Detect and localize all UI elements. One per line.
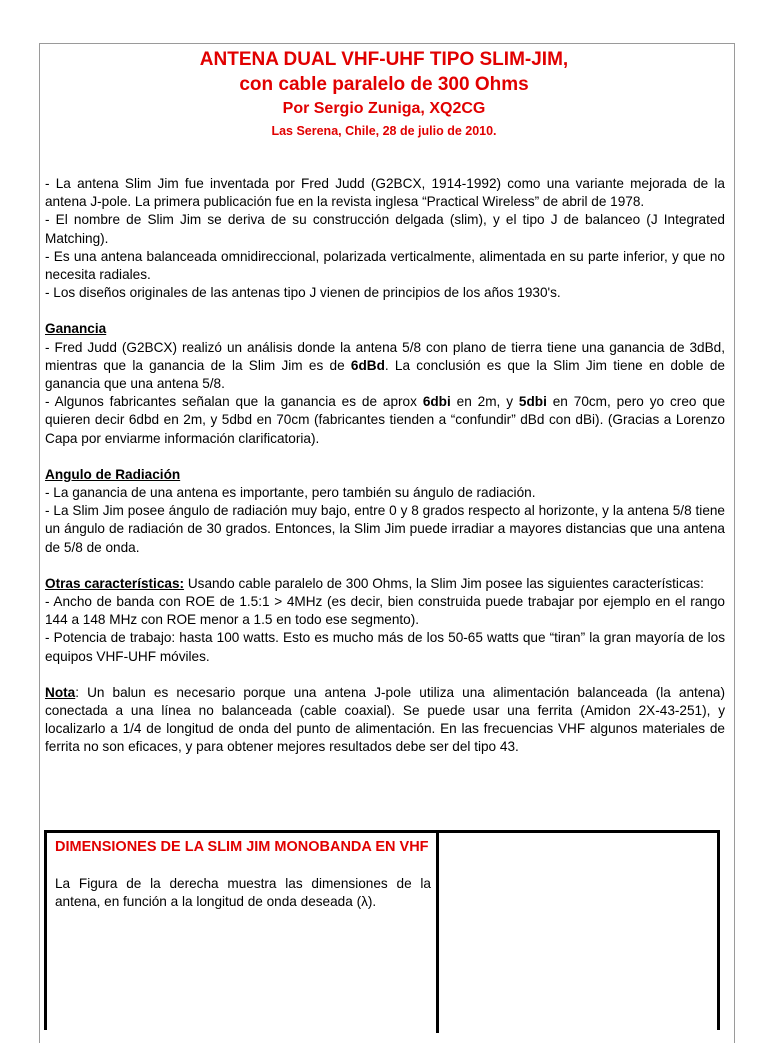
document-author: Por Sergio Zuniga, XQ2CG <box>282 100 486 117</box>
ganancia-paragraph-1: - Fred Judd (G2BCX) realizó un análisis donde la antena 5/8 con plano de tierra tiene una ganancia de 3dBd, mientras que la ganancia de la Slim Jim es de 6dBd. La conclusión es que la Slim Jim tiene en doble de ganancia que una antena 5/8. <box>45 339 725 392</box>
angulo-paragraph-1: - La ganancia de una antena es importante, pero también su ángulo de radiación. <box>45 485 536 501</box>
intro-paragraph: - La antena Slim Jim fue inventada por Fred Judd (G2BCX, 1914-1992) como una variante mejorada de la antena J-pole. La primera publicación fue en la revista inglesa “Practical Wireless” de abril de 1978. <box>45 176 725 210</box>
otras-paragraph-2: - Ancho de banda con ROE de 1.5:1 > 4MHz (es decir, bien construida puede trabajar por ejemplo en el rango 144 a 148 MHz con ROE menor a 1.5 en todo ese segmento). <box>45 594 725 628</box>
otras-paragraph-3: - Potencia de trabajo: hasta 100 watts. Esto es mucho más de los 50-65 watts que “tiran” la gran mayoría de los equipos VHF-UHF móviles. <box>45 630 725 664</box>
document-body <box>45 175 725 757</box>
ganancia-heading: Ganancia <box>45 321 107 337</box>
intro-paragraph: - Es una antena balanceada omnidireccional, polarizada verticalmente, alimentada en su parte inferior, y que no necesita radiales. <box>45 248 725 283</box>
dimensions-table <box>44 830 720 1030</box>
table-column-divider <box>436 833 439 1033</box>
otras-paragraph-1: Otras características: Usando cable paralelo de 300 Ohms, la Slim Jim posee las siguientes características: <box>45 575 704 591</box>
intro-paragraph: - El nombre de Slim Jim se deriva de su construcción delgada (slim), y el tipo J de balanceo (J Integrated Matching). <box>45 212 725 246</box>
table-title: DIMENSIONES DE LA SLIM JIM MONOBANDA EN VHF <box>55 839 429 855</box>
ganancia-paragraph-2: - Algunos fabricantes señalan que la ganancia es de aprox 6dbi en 2m, y 5dbi en 70cm, pero yo creo que quieren decir 6dbd en 2m, y 5dbd en 70cm (fabricantes tienden a “confundir” dBd con dBi). (Gracias a Lorenzo Capa por enviarme información clarificatoria). <box>45 394 726 446</box>
document-place-date: Las Serena, Chile, 28 de julio de 2010. <box>271 124 497 138</box>
intro-paragraph: - Los diseños originales de las antenas tipo J vienen de principios de los años 1930's. <box>45 285 561 301</box>
nota-heading: Nota <box>45 684 76 700</box>
otras-heading: Otras características: <box>45 575 185 591</box>
angulo-heading: Angulo de Radiación <box>45 466 181 482</box>
document-subtitle: con cable paralelo de 300 Ohms <box>239 74 529 95</box>
angulo-paragraph-2: - La Slim Jim posee ángulo de radiación muy bajo, entre 0 y 8 grados respecto al horizonte, y la antena 5/8 tiene un ángulo de radiación de 30 grados. Entonces, la Slim Jim puede irradiar a mayores distancias que una antena de 5/8 de onda. <box>45 503 725 555</box>
document-header <box>0 47 768 140</box>
document-title: ANTENA DUAL VHF-UHF TIPO SLIM-JIM, <box>199 49 569 70</box>
nota-paragraph: Nota: Un balun es necesario porque una antena J-pole utiliza una alimentación balanceada (la antena) conectada a una línea no balanceada (cable coaxial). Se puede usar una ferrita (Amidon 2X-43-251), y localizarlo a 1/4 de longitud de onda del punto de alimentación. En las frecuencias VHF algunos materiales de ferrita no son eficaces, y para obtener mejores resultados debe ser del tipo 43. <box>45 684 725 755</box>
table-left-cell <box>55 837 431 911</box>
table-text: La Figura de la derecha muestra las dimensiones de la antena, en función a la longitud de onda deseada (λ). <box>55 876 431 910</box>
